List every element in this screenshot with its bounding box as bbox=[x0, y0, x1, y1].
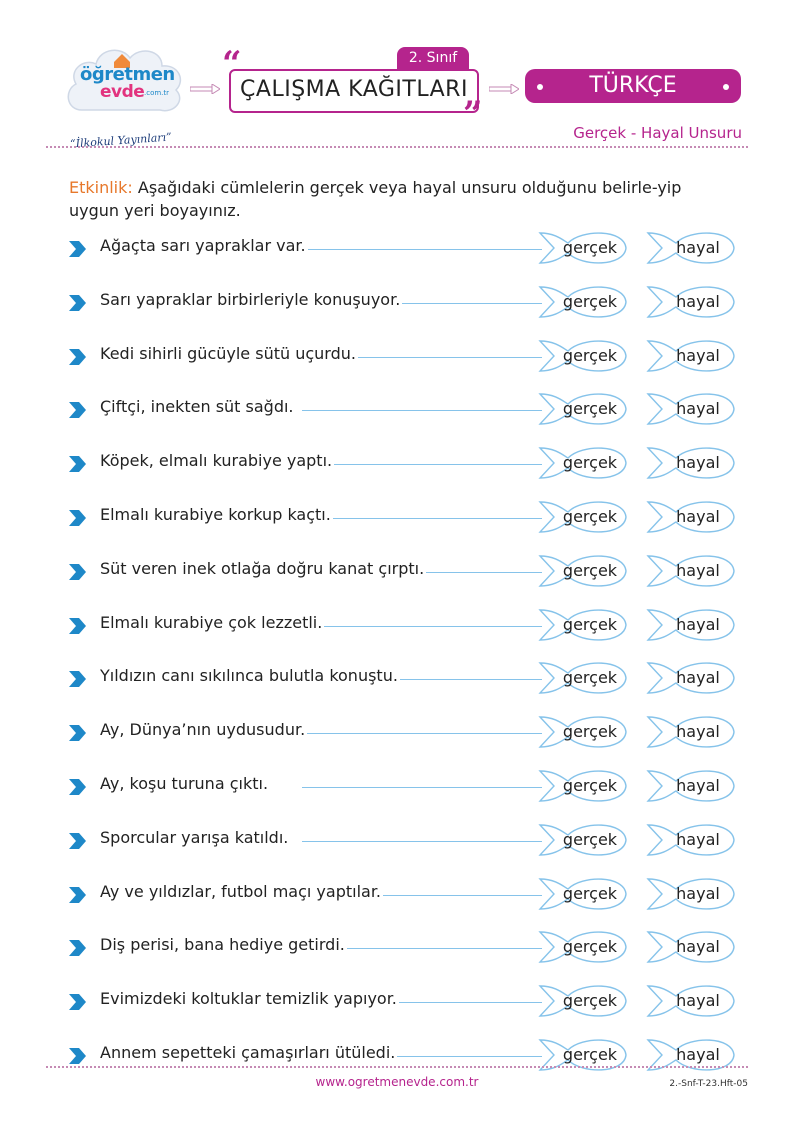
chevron-right-icon bbox=[67, 831, 87, 851]
option-real[interactable] bbox=[538, 821, 628, 859]
subject-badge bbox=[525, 69, 741, 103]
option-imaginary[interactable] bbox=[646, 337, 736, 375]
dotted-answer-line bbox=[302, 841, 542, 842]
option-real[interactable] bbox=[538, 337, 628, 375]
option-imaginary-label: hayal bbox=[676, 1045, 720, 1064]
question-row bbox=[62, 763, 742, 809]
question-row bbox=[62, 655, 742, 701]
option-real-label: gerçek bbox=[562, 883, 618, 903]
dotted-answer-line bbox=[302, 249, 542, 250]
option-real[interactable] bbox=[538, 390, 628, 428]
option-real-label: gerçek bbox=[562, 560, 618, 580]
dotted-answer-line bbox=[302, 787, 542, 788]
option-imaginary[interactable] bbox=[646, 283, 736, 321]
option-imaginary[interactable] bbox=[646, 659, 736, 697]
close-quote-icon: ” bbox=[463, 94, 483, 134]
logo-subtitle: “İlkokul Yayınları” bbox=[69, 130, 173, 151]
option-real[interactable] bbox=[538, 444, 628, 482]
chevron-right-icon bbox=[67, 562, 87, 582]
logo-domain: .com.tr bbox=[144, 89, 170, 97]
arrow-right-icon bbox=[489, 84, 519, 94]
option-real-label: gerçek bbox=[562, 776, 618, 795]
option-imaginary-label: hayal bbox=[676, 722, 720, 742]
chevron-right-icon bbox=[67, 938, 87, 958]
chevron-right-icon bbox=[67, 992, 87, 1012]
option-real[interactable] bbox=[538, 767, 628, 805]
option-imaginary[interactable] bbox=[646, 982, 736, 1020]
chevron-right-icon bbox=[67, 1046, 87, 1066]
question-row bbox=[62, 386, 742, 432]
option-imaginary[interactable] bbox=[646, 498, 736, 536]
instruction-text: Aşağıdaki cümlelerin gerçek veya hayal unsuru olduğunu belirle-yip uygun yeri boyayınız. bbox=[69, 178, 682, 220]
option-real-label: gerçek bbox=[562, 345, 618, 365]
option-imaginary[interactable] bbox=[646, 821, 736, 859]
option-real-label: gerçek bbox=[562, 991, 618, 1011]
chevron-right-icon bbox=[67, 400, 87, 420]
brand-logo bbox=[62, 40, 190, 151]
question-row bbox=[62, 871, 742, 917]
logo-text-bottom: evde bbox=[100, 82, 145, 102]
chevron-right-icon bbox=[67, 885, 87, 905]
option-imaginary[interactable] bbox=[646, 444, 736, 482]
question-row bbox=[62, 817, 742, 863]
option-imaginary-label: hayal bbox=[676, 399, 720, 419]
question-row bbox=[62, 602, 742, 648]
chevron-right-icon bbox=[67, 616, 87, 636]
option-imaginary-label: hayal bbox=[676, 238, 720, 257]
sentence-text: Köpek, elmalı kurabiye yaptı. bbox=[100, 451, 333, 471]
option-real-label: gerçek bbox=[562, 722, 618, 742]
sentence-text: Elmalı kurabiye korkup kaçtı. bbox=[100, 505, 331, 524]
chevron-right-icon bbox=[67, 293, 87, 313]
option-imaginary[interactable] bbox=[646, 390, 736, 428]
dotted-answer-line bbox=[302, 733, 542, 734]
chevron-right-icon bbox=[67, 777, 87, 797]
sentence-text: Çiftçi, inekten süt sağdı. bbox=[100, 397, 294, 417]
option-real-label: gerçek bbox=[562, 453, 618, 473]
option-imaginary-label: hayal bbox=[676, 937, 720, 957]
header-divider bbox=[46, 146, 748, 148]
chevron-right-icon bbox=[67, 347, 87, 367]
option-imaginary-label: hayal bbox=[676, 668, 720, 688]
option-imaginary-label: hayal bbox=[676, 776, 720, 795]
option-imaginary-label: hayal bbox=[676, 507, 720, 526]
option-real-label: gerçek bbox=[562, 507, 618, 526]
option-imaginary[interactable] bbox=[646, 928, 736, 966]
option-real-label: gerçek bbox=[562, 399, 618, 419]
title-box bbox=[229, 69, 479, 113]
dot-icon bbox=[537, 84, 543, 90]
topic-label: Gerçek - Hayal Unsuru bbox=[573, 124, 742, 142]
question-row bbox=[62, 440, 742, 486]
option-real[interactable] bbox=[538, 982, 628, 1020]
option-real[interactable] bbox=[538, 283, 628, 321]
chevron-right-icon bbox=[67, 508, 87, 528]
dotted-answer-line bbox=[302, 518, 542, 519]
question-row bbox=[62, 709, 742, 755]
chevron-right-icon bbox=[67, 239, 87, 259]
option-imaginary-label: hayal bbox=[676, 991, 720, 1011]
chevron-right-icon bbox=[67, 454, 87, 474]
option-real-label: gerçek bbox=[562, 668, 618, 688]
option-real[interactable] bbox=[538, 713, 628, 751]
sentence-text: Evimizdeki koltuklar temizlik yapıyor. bbox=[100, 989, 397, 1009]
option-real[interactable] bbox=[538, 875, 628, 913]
sentence-text: Süt veren inek otlağa doğru kanat çırptı. bbox=[100, 558, 425, 578]
footer-url[interactable]: www.ogretmenevde.com.tr bbox=[315, 1075, 479, 1089]
question-row bbox=[62, 978, 742, 1024]
chevron-right-icon bbox=[67, 723, 87, 743]
option-real-label: gerçek bbox=[562, 238, 618, 257]
option-real[interactable] bbox=[538, 498, 628, 536]
option-real[interactable] bbox=[538, 928, 628, 966]
question-row bbox=[62, 548, 742, 594]
sentence-text: Elmalı kurabiye çok lezzetli. bbox=[100, 612, 323, 632]
grade-tag: 2. Sınıf bbox=[397, 47, 469, 69]
instruction bbox=[69, 176, 729, 222]
option-imaginary[interactable] bbox=[646, 552, 736, 590]
sentence-text: Annem sepetteki çamaşırları ütüledi. bbox=[100, 1043, 396, 1062]
sentence-text: Kedi sihirli gücüyle sütü uçurdu. bbox=[100, 343, 356, 363]
option-imaginary-label: hayal bbox=[676, 829, 720, 849]
question-row bbox=[62, 333, 742, 379]
option-imaginary-label: hayal bbox=[676, 614, 720, 634]
sentence-text: Sarı yapraklar birbirleriyle konuşuyor. bbox=[100, 289, 401, 309]
option-imaginary-label: hayal bbox=[676, 453, 720, 473]
option-real-label: gerçek bbox=[562, 937, 618, 957]
option-imaginary-label: hayal bbox=[676, 291, 720, 311]
sentence-text: Yıldızın canı sıkılınca bulutla konuştu. bbox=[100, 666, 398, 686]
sentence-text: Ağaçta sarı yapraklar var. bbox=[100, 236, 306, 255]
option-real-label: gerçek bbox=[562, 614, 618, 634]
option-imaginary[interactable] bbox=[646, 875, 736, 913]
question-row bbox=[62, 924, 742, 970]
option-imaginary[interactable] bbox=[646, 229, 736, 267]
dot-icon bbox=[723, 84, 729, 90]
question-row bbox=[62, 1032, 742, 1078]
sentence-text: Ay, Dünya’nın uydusudur. bbox=[100, 720, 306, 740]
footer-divider bbox=[46, 1066, 748, 1068]
option-imaginary-label: hayal bbox=[676, 560, 720, 580]
subject-label: TÜRKÇE bbox=[589, 73, 677, 98]
option-real[interactable] bbox=[538, 606, 628, 644]
option-real-label: gerçek bbox=[562, 1045, 618, 1064]
option-imaginary-label: hayal bbox=[676, 883, 720, 903]
option-real[interactable] bbox=[538, 1036, 628, 1074]
dotted-answer-line bbox=[302, 626, 542, 627]
sentence-text: Diş perisi, bana hediye getirdi. bbox=[100, 935, 345, 955]
option-real[interactable] bbox=[538, 552, 628, 590]
option-imaginary[interactable] bbox=[646, 767, 736, 805]
option-imaginary[interactable] bbox=[646, 1036, 736, 1074]
arrow-right-icon bbox=[190, 84, 220, 94]
sentence-text: Sporcular yarışa katıldı. bbox=[100, 827, 289, 847]
option-real[interactable] bbox=[538, 659, 628, 697]
sentence-text: Ay ve yıldızlar, futbol maçı yaptılar. bbox=[100, 881, 382, 901]
logo-text-top: öğretmen bbox=[80, 64, 175, 85]
option-real-label: gerçek bbox=[562, 291, 618, 311]
question-row bbox=[62, 225, 742, 271]
chevron-right-icon bbox=[67, 669, 87, 689]
dotted-answer-line bbox=[302, 464, 542, 465]
open-quote-icon: “ bbox=[222, 44, 242, 84]
option-imaginary-label: hayal bbox=[676, 345, 720, 365]
footer-code: 2.-Snf-T-23.Hft-05 bbox=[669, 1079, 748, 1089]
sentence-text: Ay, koşu turuna çıktı. bbox=[100, 774, 269, 793]
dotted-answer-line bbox=[302, 410, 542, 411]
option-real[interactable] bbox=[538, 229, 628, 267]
option-imaginary[interactable] bbox=[646, 606, 736, 644]
option-real-label: gerçek bbox=[562, 829, 618, 849]
instruction-label: Etkinlik: bbox=[69, 178, 133, 197]
question-row bbox=[62, 279, 742, 325]
option-imaginary[interactable] bbox=[646, 713, 736, 751]
page-title: ÇALIŞMA KAĞITLARI bbox=[240, 77, 468, 102]
question-row bbox=[62, 494, 742, 540]
